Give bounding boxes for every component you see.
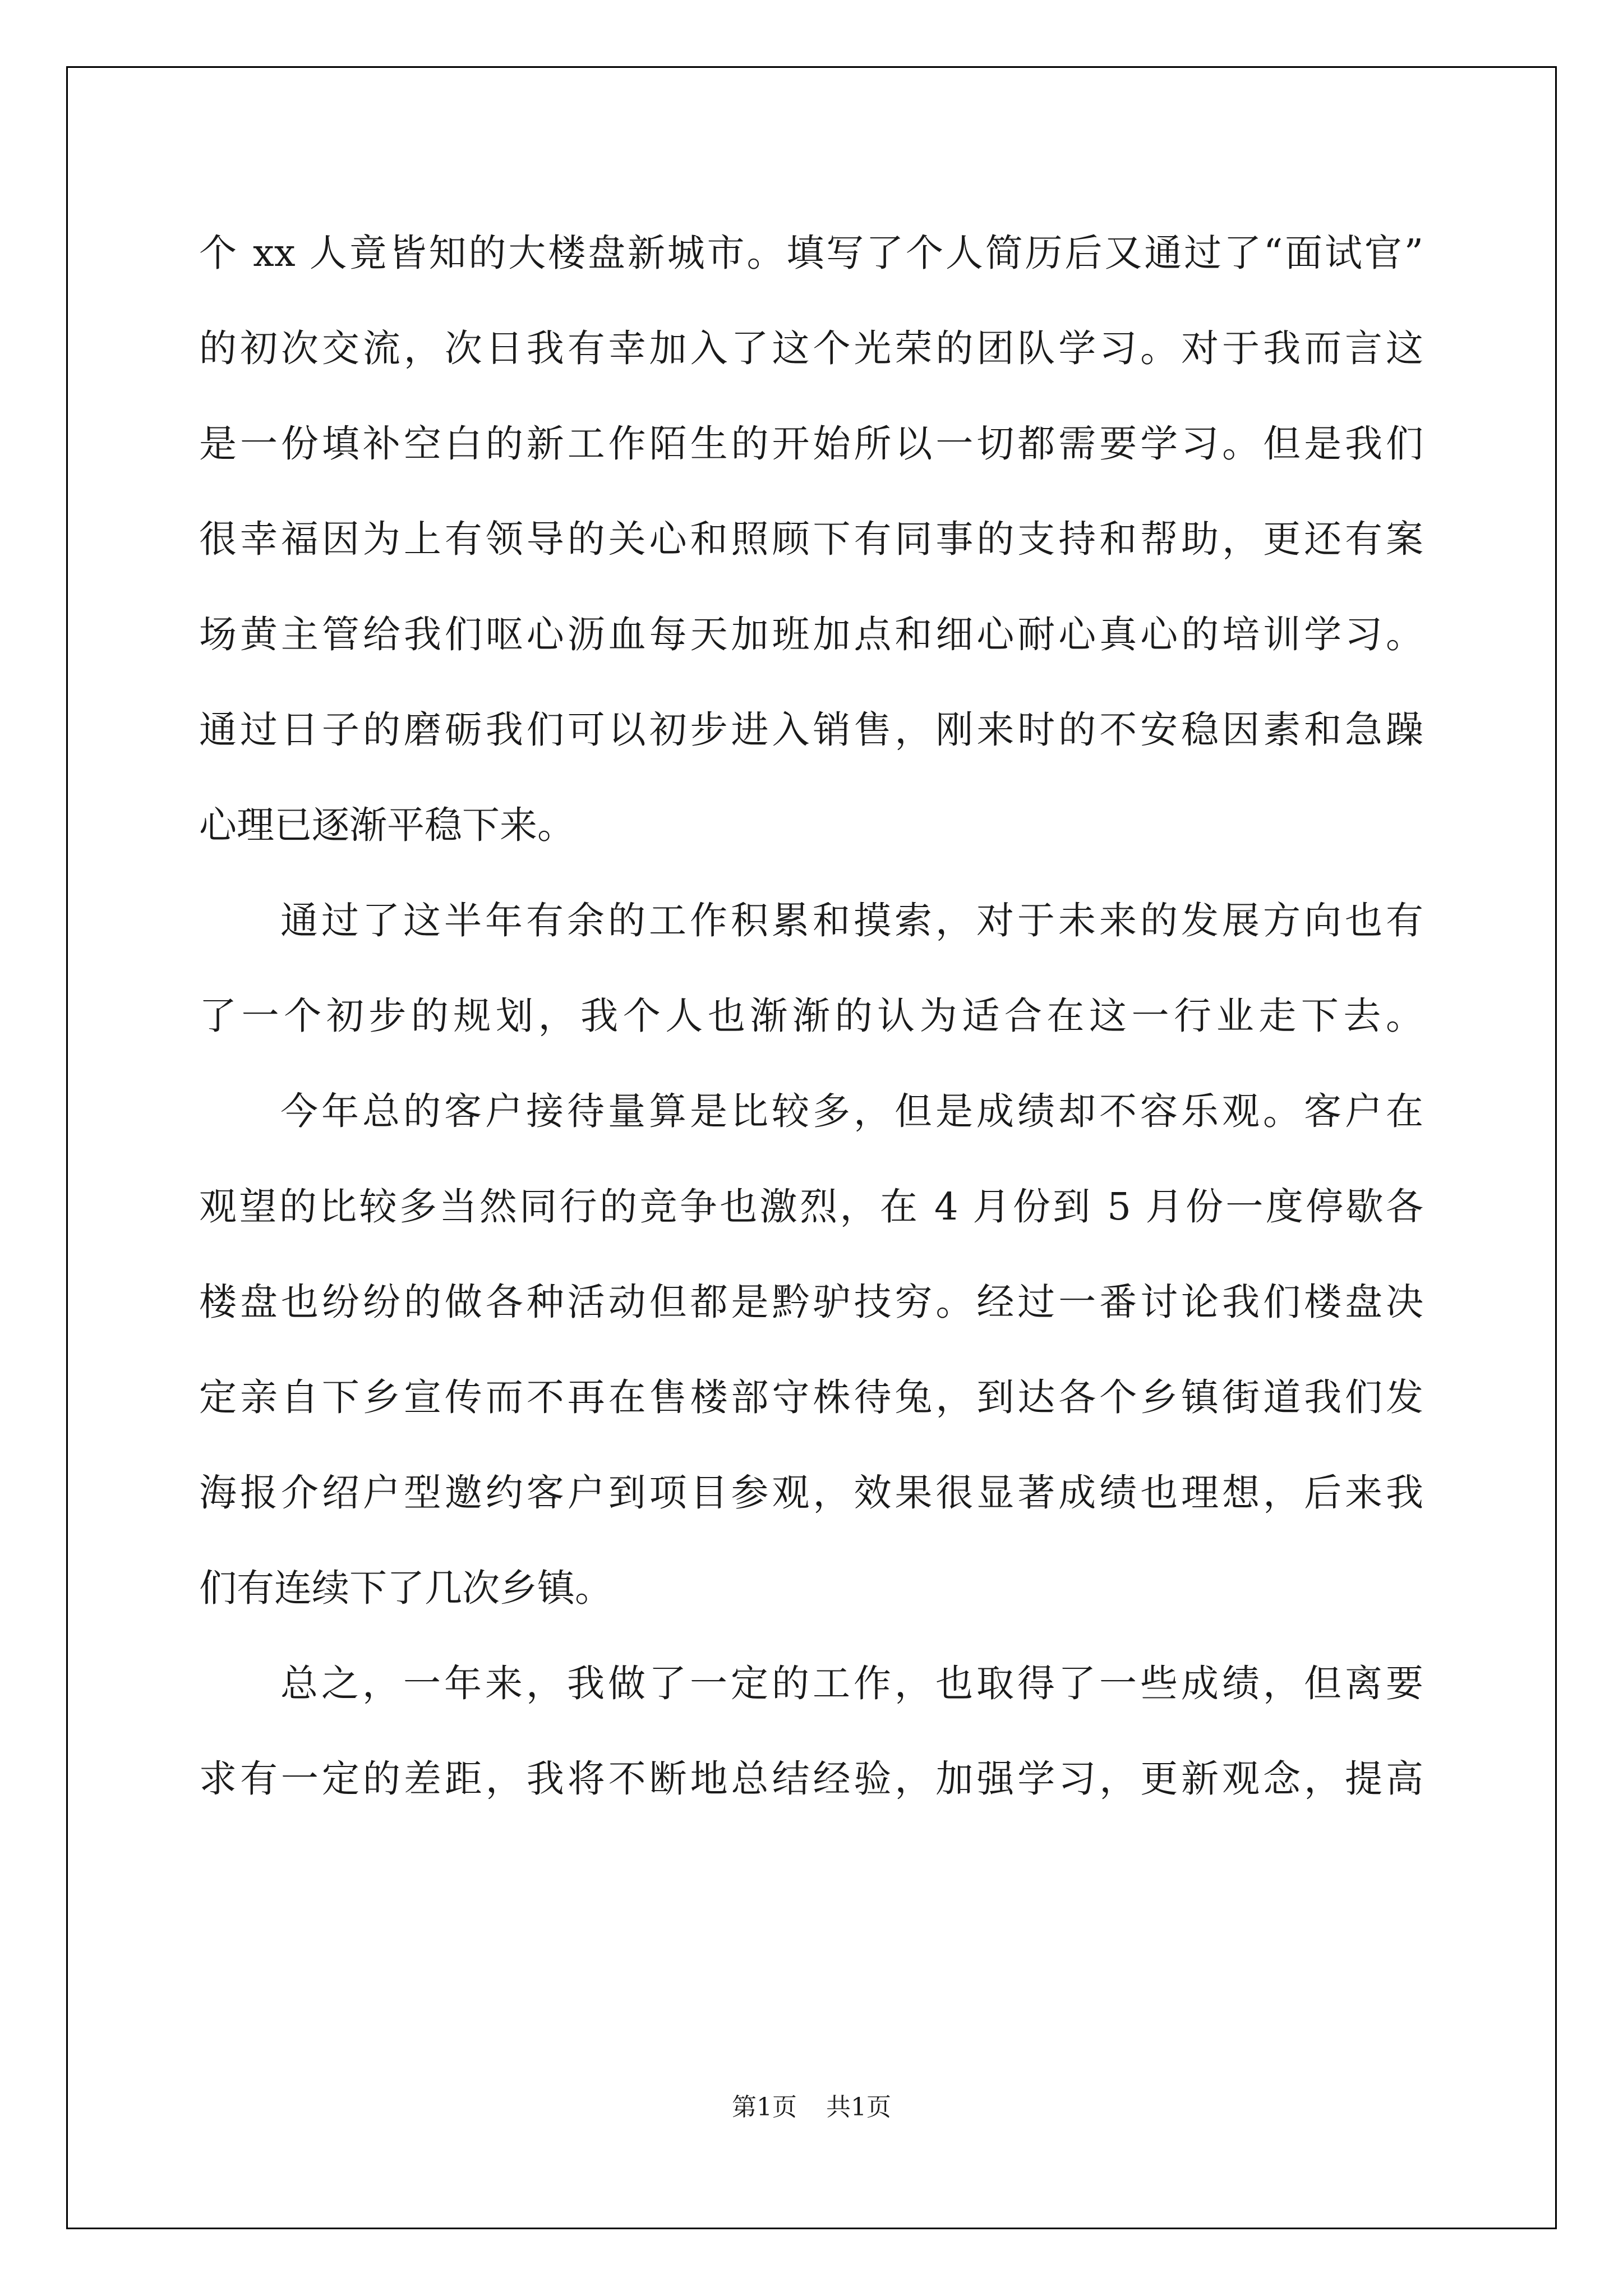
text-line: 们有连续下了几次乡镇。 [199, 1566, 612, 1610]
text-line: 的初次交流，次日我有幸加入了这个光荣的团队学习。对于我而言这 [199, 326, 1423, 370]
text-line: 定亲自下乡宣传而不再在售楼部守株待兔，到达各个乡镇街道我们发 [199, 1375, 1423, 1419]
text-line: 海报介绍户型邀约客户到项目参观，效果很显著成绩也理想，后来我 [199, 1471, 1423, 1515]
page-footer [0, 2087, 1623, 2123]
text-line: 很幸福因为上有领导的关心和照顾下有同事的支持和帮助，更还有案 [199, 517, 1423, 561]
text-line: 求有一定的差距，我将不断地总结经验，加强学习，更新观念，提高 [199, 1757, 1423, 1801]
text-line: 今年总的客户接待量算是比较多，但是成绩却不容乐观。客户在 [280, 1089, 1423, 1133]
text-line: 总之，一年来，我做了一定的工作，也取得了一些成绩，但离要 [280, 1662, 1423, 1705]
text-line: 通过日子的磨砺我们可以初步进入销售，刚来时的不安稳因素和急躁 [199, 708, 1423, 752]
text-line: 是一份填补空白的新工作陌生的开始所以一切都需要学习。但是我们 [199, 422, 1423, 466]
page-number: 第1页 [732, 2093, 797, 2122]
text-line: 个 xx 人竟皆知的大楼盘新城市。填写了个人简历后又通过了“面试官” [199, 231, 1423, 275]
text-line: 楼盘也纷纷的做各种活动但都是黔驴技穷。经过一番讨论我们楼盘决 [199, 1280, 1423, 1324]
text-line: 心理已逐渐平稳下来。 [199, 803, 575, 847]
document-body [199, 205, 1423, 1826]
text-line: 观望的比较多当然同行的竞争也激烈，在 4 月份到 5 月份一度停歇各 [199, 1185, 1423, 1228]
text-line: 通过了这半年有余的工作积累和摸索，对于未来的发展方向也有 [280, 899, 1423, 942]
page-total: 共1页 [826, 2093, 891, 2122]
text-line: 了一个初步的规划，我个人也渐渐的认为适合在这一行业走下去。 [199, 994, 1423, 1038]
text-line: 场黄主管给我们呕心沥血每天加班加点和细心耐心真心的培训学习。 [199, 613, 1423, 656]
